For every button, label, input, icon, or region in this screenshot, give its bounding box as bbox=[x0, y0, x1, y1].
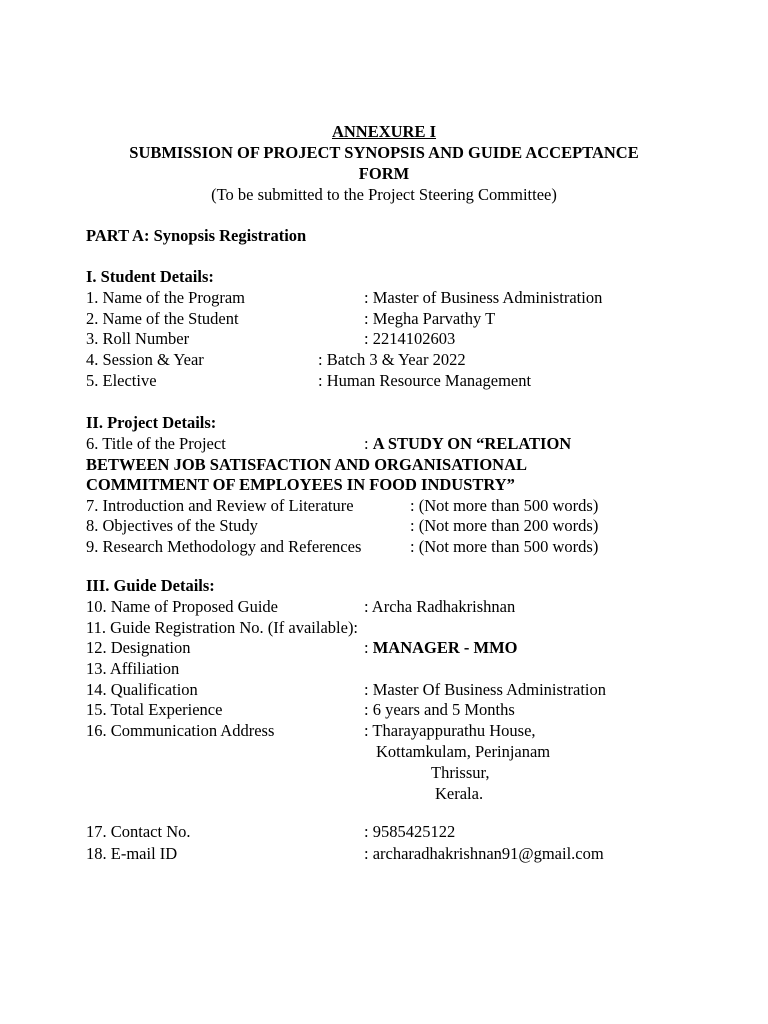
student-name-label: 2. Name of the Student bbox=[86, 309, 239, 328]
roll-number-label: 3. Roll Number bbox=[86, 329, 190, 348]
form-title-line1: SUBMISSION OF PROJECT SYNOPSIS AND GUIDE ACCEPTANCE bbox=[129, 143, 639, 162]
project-title-value-line3: COMMITMENT OF EMPLOYEES IN FOOD INDUSTRY” bbox=[86, 475, 515, 494]
annexure-title: ANNEXURE I bbox=[331, 122, 437, 141]
objectives-value: : (Not more than 200 words) bbox=[410, 516, 599, 535]
session-year-value: : Batch 3 & Year 2022 bbox=[318, 350, 466, 369]
form-title-line2: FORM bbox=[358, 164, 410, 183]
session-year-label: 4. Session & Year bbox=[86, 350, 204, 369]
project-details-heading: II. Project Details: bbox=[86, 413, 217, 432]
project-title-label: 6. Title of the Project bbox=[86, 434, 226, 453]
address-line1: : Tharayappurathu House, bbox=[364, 721, 536, 740]
affiliation-label: 13. Affiliation bbox=[86, 659, 180, 678]
project-title-text-line1: A STUDY ON “RELATION bbox=[372, 434, 572, 453]
contact-label: 17. Contact No. bbox=[86, 822, 191, 841]
designation-label: 12. Designation bbox=[86, 638, 191, 657]
student-details-heading: I. Student Details: bbox=[86, 267, 214, 286]
qualification-label: 14. Qualification bbox=[86, 680, 198, 699]
elective-label: 5. Elective bbox=[86, 371, 157, 390]
email-value: : archaradhakrishnan91@gmail.com bbox=[364, 844, 604, 863]
address-label: 16. Communication Address bbox=[86, 721, 275, 740]
experience-label: 15. Total Experience bbox=[86, 700, 223, 719]
methodology-value: : (Not more than 500 words) bbox=[410, 537, 599, 556]
address-line3: Thrissur, bbox=[431, 763, 490, 782]
methodology-label: 9. Research Methodology and References bbox=[86, 537, 362, 556]
project-title-value-line1 bbox=[364, 434, 571, 454]
guide-name-value: : Archa Radhakrishnan bbox=[364, 597, 516, 616]
guide-details-heading: III. Guide Details: bbox=[86, 576, 215, 595]
experience-value: : 6 years and 5 Months bbox=[364, 700, 515, 719]
qualification-value: : Master Of Business Administration bbox=[364, 680, 606, 699]
address-line2: Kottamkulam, Perinjanam bbox=[376, 742, 551, 761]
program-value: : Master of Business Administration bbox=[364, 288, 603, 307]
introduction-value: : (Not more than 500 words) bbox=[410, 496, 599, 515]
elective-value: : Human Resource Management bbox=[318, 371, 532, 390]
project-title-value-line2: BETWEEN JOB SATISFACTION AND ORGANISATIONAL bbox=[86, 455, 528, 474]
student-name-value: : Megha Parvathy T bbox=[364, 309, 496, 328]
designation-value: MANAGER - MMO bbox=[372, 638, 518, 657]
project-title-colon: : bbox=[364, 434, 373, 453]
guide-registration-label: 11. Guide Registration No. (If available): bbox=[86, 618, 359, 637]
address-line4: Kerala. bbox=[435, 784, 484, 803]
contact-value: : 9585425122 bbox=[364, 822, 456, 841]
roll-number-value: : 2214102603 bbox=[364, 329, 456, 348]
introduction-label: 7. Introduction and Review of Literature bbox=[86, 496, 354, 515]
objectives-label: 8. Objectives of the Study bbox=[86, 516, 258, 535]
designation-value-line bbox=[364, 638, 518, 658]
email-label: 18. E-mail ID bbox=[86, 844, 178, 863]
part-a-heading: PART A: Synopsis Registration bbox=[86, 226, 307, 245]
program-label: 1. Name of the Program bbox=[86, 288, 245, 307]
designation-colon: : bbox=[364, 638, 373, 657]
guide-name-label: 10. Name of Proposed Guide bbox=[86, 597, 279, 616]
form-subtitle: (To be submitted to the Project Steering Committee) bbox=[211, 185, 557, 204]
